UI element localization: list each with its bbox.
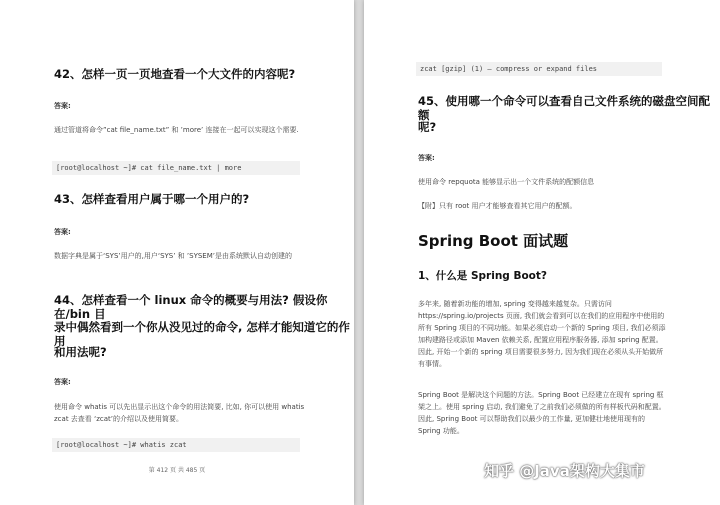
q42-answer-label: 答案: [54,102,71,110]
q44-title-line-3: 和用法呢? [54,345,107,359]
q44-title-line-2: 录中偶然看到一个你从没见过的命令, 怎样才能知道它的作用 [54,320,350,348]
q44-title-line-1: 44、怎样查看一个 linux 命令的概要与用法? 假设你在/bin 目 [54,293,328,321]
q45-note: 【附】只有 root 用户才能够查看其它用户的配额。 [418,202,577,210]
q45-title-line-2: 呢? [418,120,437,134]
q44-answer-text: 使用命令 whatis 可以先出显示出这个命令的用法简要, 比如, 你可以使用 whatis zcat 去查看 ‘zcat’的介绍以及使用简要。 [54,403,305,423]
q44-answer-label: 答案: [54,378,71,386]
q42-title: 42、怎样一页一页地查看一个大文件的内容呢? [54,67,296,81]
q1-paragraph-2: Spring Boot 是解决这个问题的方法。Spring Boot 已经建立在现有 spring 框架之上。使用 spring 启动, 我们避免了之前我们必须做的所有样板代码和配置。因此, Spring Boot 可以帮助我们以最少的工作量, 更加健壮地使用现有的 Spring 功能。 [418,391,666,435]
q45-answer-text: 使用命令 repquota 能够显示出一个文件系统的配额信息 [418,178,595,186]
q44-code: [root@localhost ~]# whatis zcat [52,438,300,452]
q45-answer-label: 答案: [418,154,435,162]
right-page [364,0,720,505]
q43-answer-label: 答案: [54,228,71,236]
q42-code: [root@localhost ~]# cat file_name.txt | more [52,161,300,175]
q43-title: 43、怎样查看用户属于哪一个用户的? [54,192,250,206]
page-footer: 第 412 页 共 485 页 [148,467,206,474]
watermark: 知乎 @Java架构大集市 [484,462,645,480]
section-title: Spring Boot 面试题 [418,232,569,250]
q43-answer-text: 数据字典是属于‘SYS’用户的,用户‘SYS’ 和 ’SYSEM’是由系统默认自动创建的 [54,252,292,260]
left-page [0,0,354,505]
q1-paragraph-1: 多年来, 随着新功能的增加, spring 变得越来越复杂。只需访问 https://spring.io/projects 页面, 我们就会看到可以在我们的应用程序中使用的所有 Spring 项目的不同功能。如果必须启动一个新的 Spring 项目, 我们必须添加构建路径或添加 Maven 依赖关系, 配置应用程序服务器, 添加 spring 配置。因此, 开始一个新的 spring 项目需要很多努力, 因为我们现在必须从头开始做所有事情。 [418,300,666,368]
q45-title-line-1: 45、使用哪一个命令可以查看自己文件系统的磁盘空间配额 [418,94,711,122]
q42-answer-text: 通过管道将命令”cat file_name.txt” 和 ’more’ 连接在一起可以实现这个需要. [54,126,299,134]
q1-title: 1、什么是 Spring Boot? [418,270,548,282]
zcat-output-code: zcat [gzip] (1) – compress or expand files [416,62,662,76]
